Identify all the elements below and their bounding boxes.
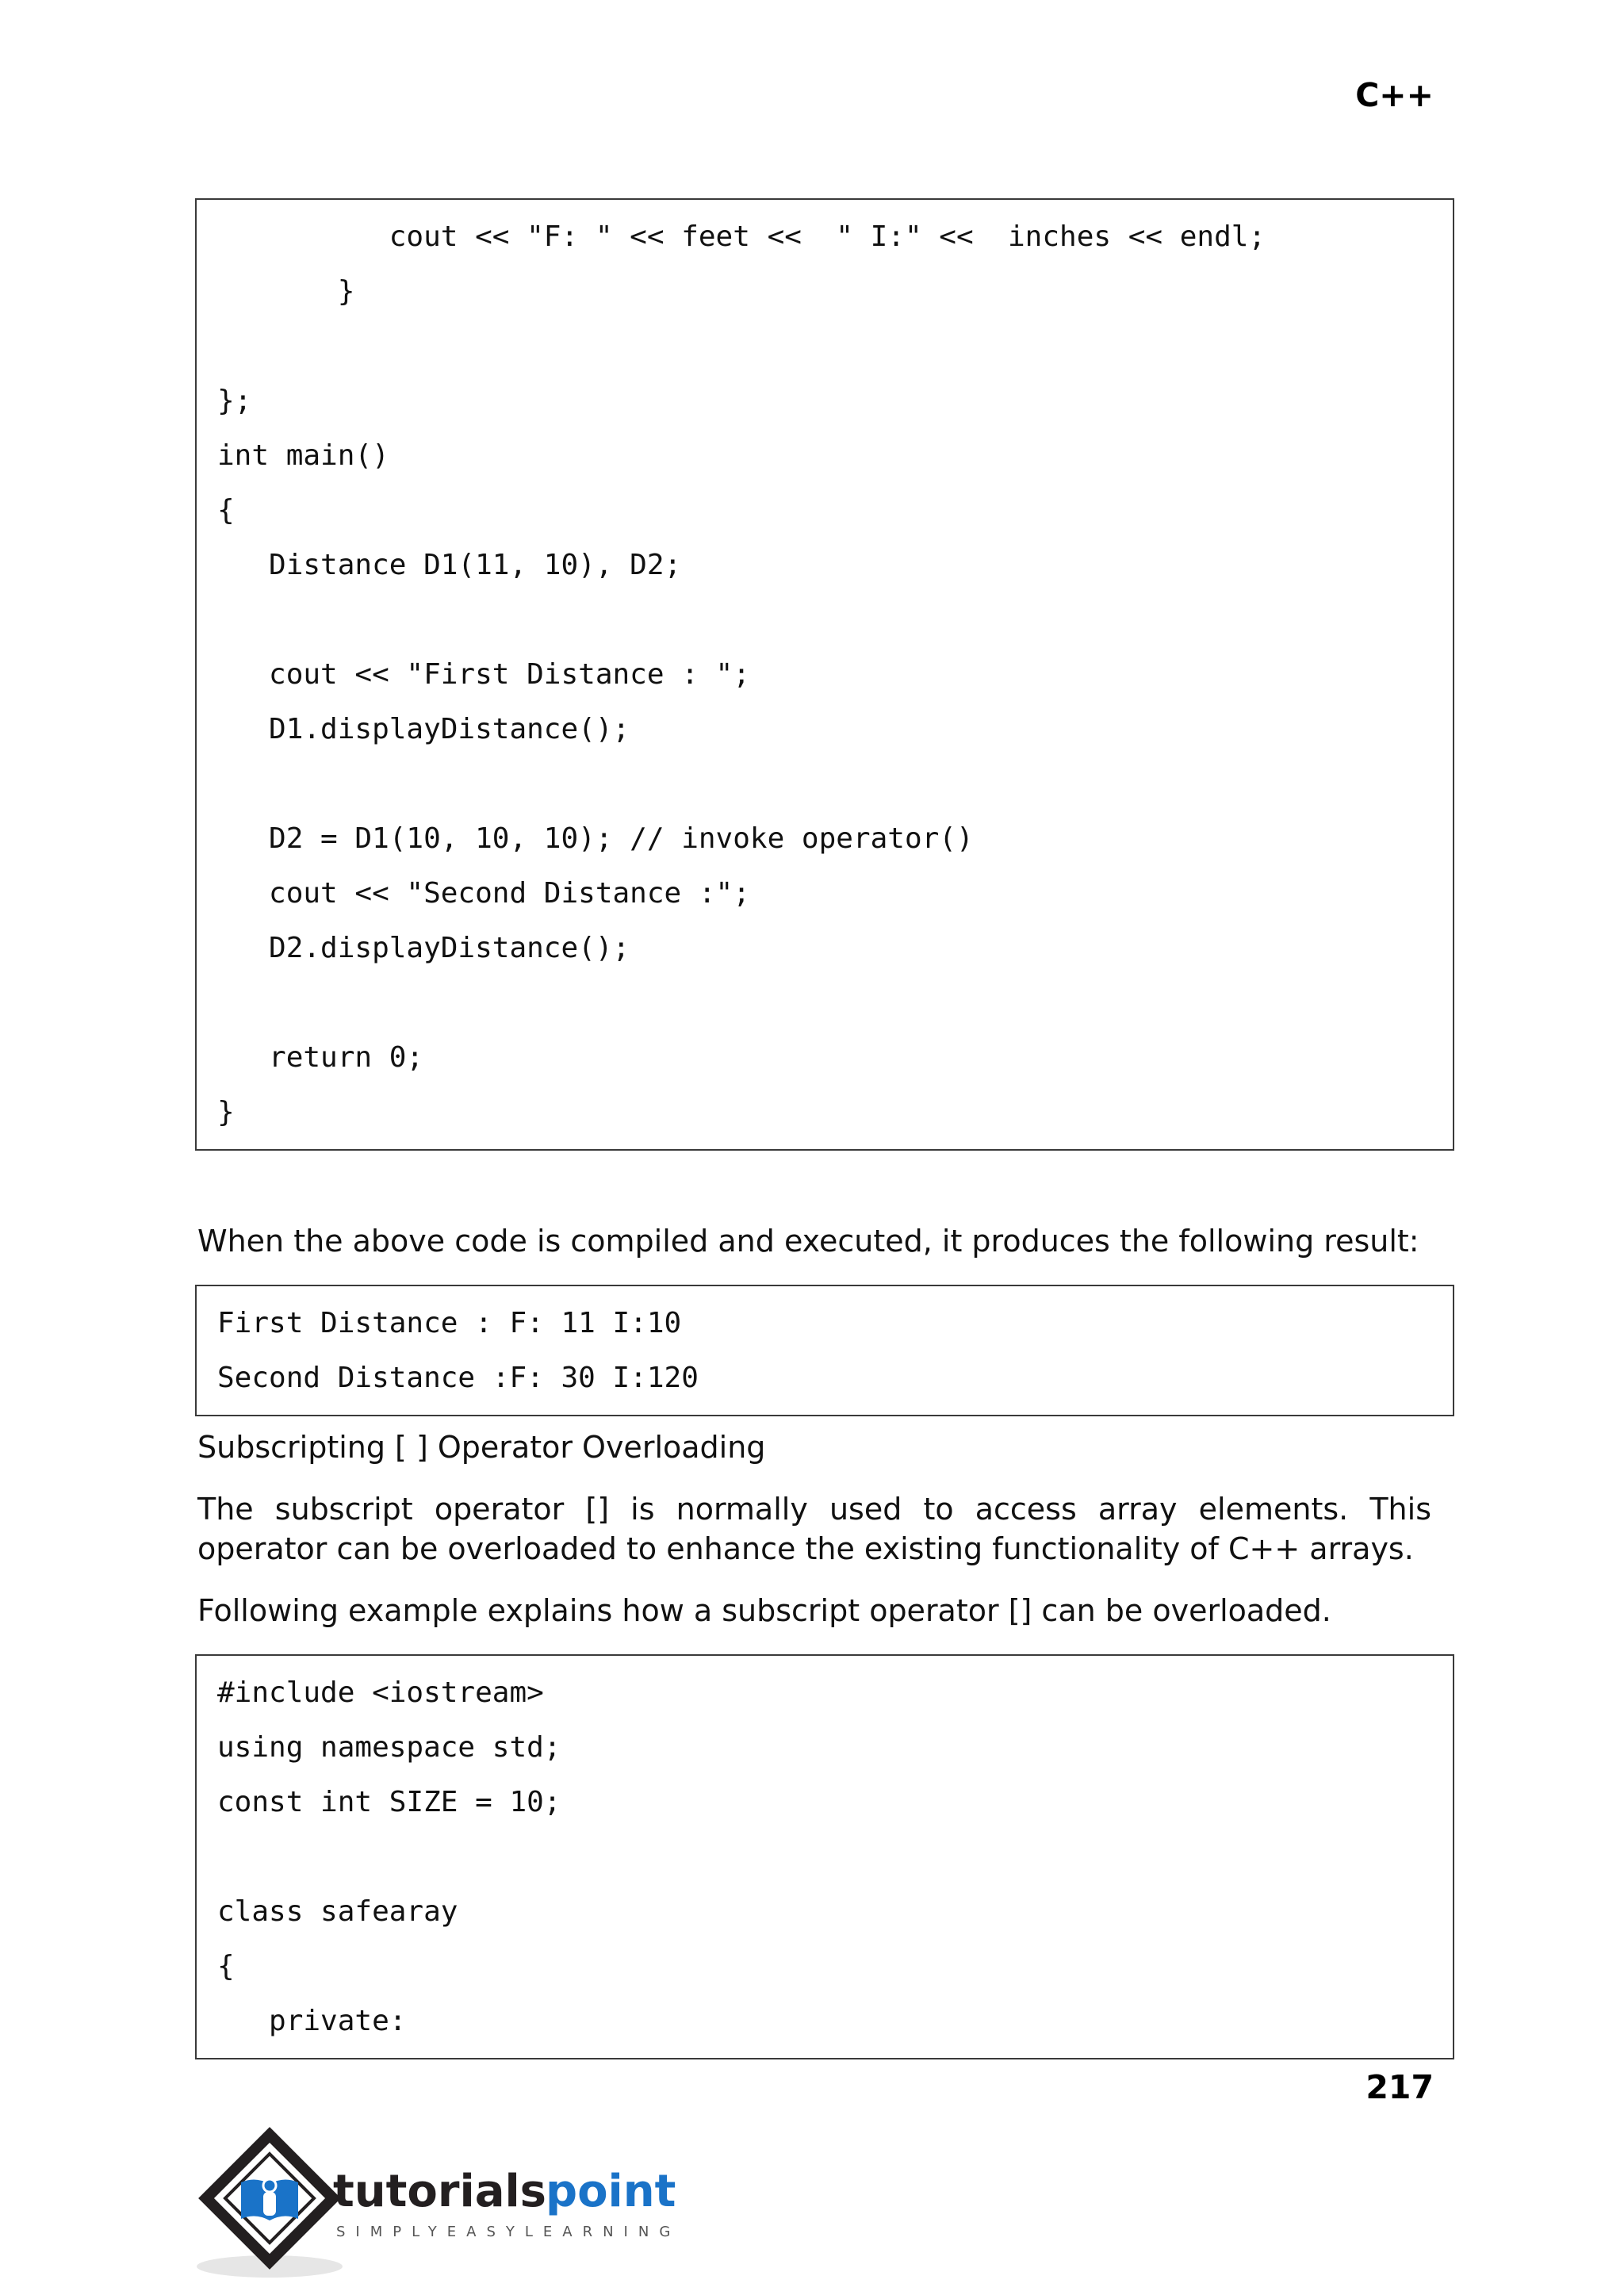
code-line: return 0; [217,1041,424,1074]
code-line [217,757,1432,811]
section-heading: Subscripting [ ] Operator Overloading [197,1430,766,1465]
code-line [217,1829,1432,1884]
page-header-title: C++ [1355,76,1434,114]
code-line: { [217,1950,235,1983]
result-intro-text: When the above code is compiled and executed, it produces the following result: [197,1224,1419,1259]
output-block [195,1285,1454,1416]
code-line: D2.displayDistance(); [217,932,630,964]
code-line: #include <iostream> [217,1676,544,1709]
code-line: int main() [217,439,389,472]
tutorialspoint-logo-graphic [193,2125,685,2284]
code-line [217,975,1432,1030]
section-paragraph: The subscript operator [] is normally used to access array elements. This operator can be overloaded to enhance the existing functionality of C++ arrays. [197,1492,1431,1566]
code-block-distance-main [195,198,1454,1151]
code-line: } [217,275,355,308]
code-line: class safearay [217,1895,458,1928]
code-line: } [217,1096,235,1128]
code-line: D2 = D1(10, 10, 10); // invoke operator() [217,822,974,855]
tutorialspoint-logo [193,2125,685,2284]
code-line: using namespace std; [217,1731,561,1764]
page-number: 217 [1365,2068,1434,2106]
logo-person-icon [263,2192,276,2216]
logo-tagline: SIMPLYEASYLEARNING [336,2224,681,2240]
logo-wordmark-part1: tutorials [333,2166,547,2217]
code-line: Distance D1(11, 10), D2; [217,549,682,581]
code-line: private: [217,2005,407,2037]
code-line: D1.displayDistance(); [217,713,630,745]
code-line: const int SIZE = 10; [217,1786,561,1818]
output-line: Second Distance :F: 30 I:120 [217,1362,699,1394]
logo-person-head-icon [263,2179,276,2192]
code-line: cout << "Second Distance :"; [217,877,750,910]
example-intro-text: Following example explains how a subscript operator [] can be overloaded. [197,1593,1331,1628]
code-line [217,319,1432,374]
code-line: { [217,494,235,527]
code-line: cout << "F: " << feet << " I:" << inches << endl; [217,220,1266,253]
code-block-safearay [195,1654,1454,2059]
code-line: }; [217,385,252,417]
code-line: cout << "First Distance : "; [217,658,750,691]
code-line [217,592,1432,647]
output-line: First Distance : F: 11 I:10 [217,1307,682,1339]
logo-wordmark-part2: point [546,2166,676,2217]
